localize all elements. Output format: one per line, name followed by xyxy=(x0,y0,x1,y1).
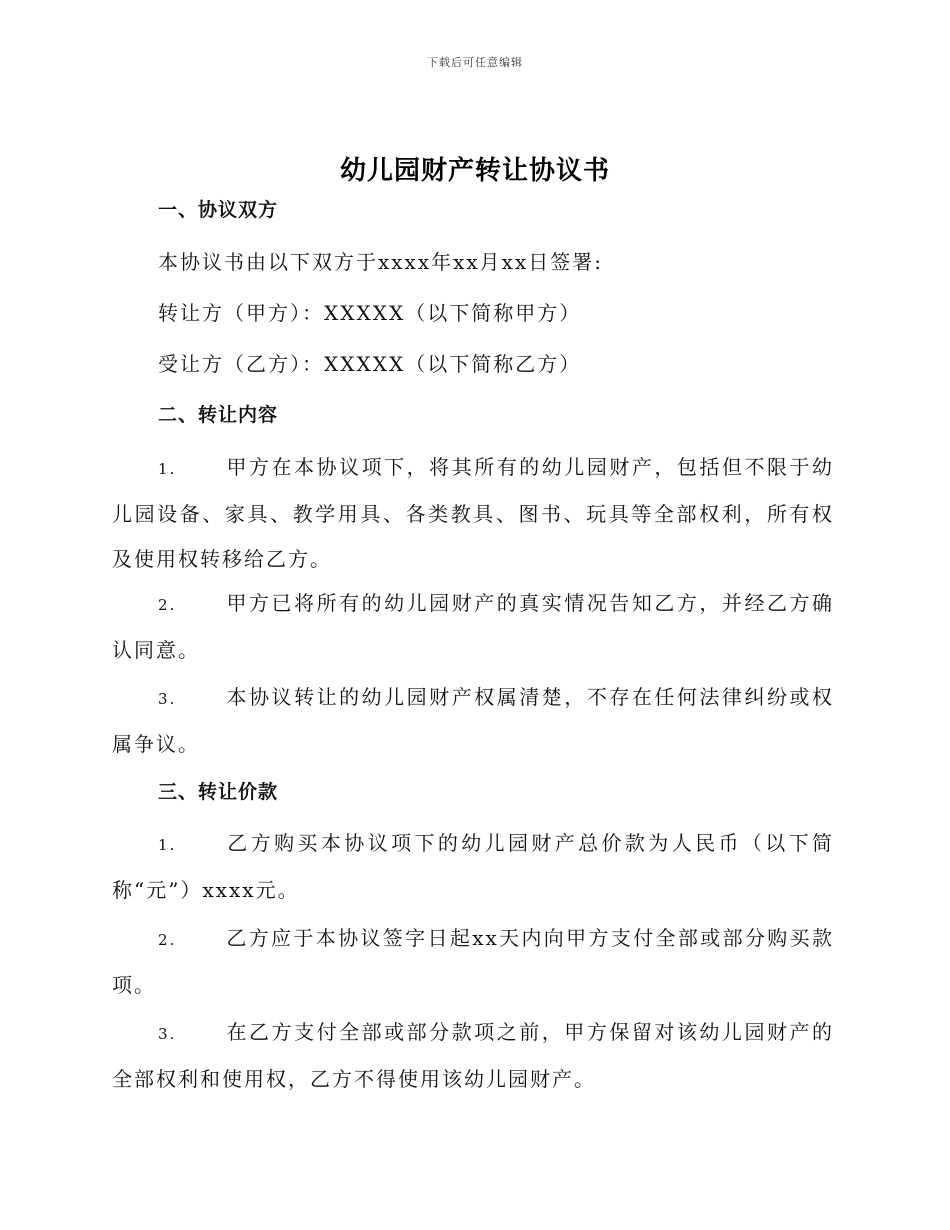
document-title: 幼儿园财产转让协议书 xyxy=(339,156,610,186)
item-number: 2. xyxy=(158,931,177,949)
transferee-text: 受让方（乙方）：XXXXX（以下简称乙方） xyxy=(158,352,582,376)
item-text: 甲方在本协议项下，将其所有的幼儿园财产，包括但不限于幼儿园设备、家具、教学用具、各类教具、图书、玩具等全部权利，所有权及使用权转移给乙方。 xyxy=(112,455,834,571)
list-item xyxy=(112,821,834,913)
header-note: 下载后可任意编辑 xyxy=(427,56,523,69)
item-number: 1. xyxy=(158,836,177,854)
item-text: 甲方已将所有的幼儿园财产的真实情况告知乙方，并经乙方确认同意。 xyxy=(112,591,834,662)
item-number: 2. xyxy=(158,596,177,614)
section-price xyxy=(112,770,834,815)
item-text: 在乙方支付全部或部分款项之前，甲方保留对该幼儿园财产的全部权利和使用权，乙方不得使用该幼儿园财产。 xyxy=(112,1020,834,1091)
item-text: 本协议转让的幼儿园财产权属清楚，不存在任何法律纠纷或权属争议。 xyxy=(112,685,834,756)
item-number: 1. xyxy=(158,460,177,478)
section-heading: 二、转让内容 xyxy=(158,404,279,426)
paragraph xyxy=(112,291,834,336)
section-heading: 三、转让价款 xyxy=(158,781,279,803)
section-heading: 一、协议双方 xyxy=(158,199,279,221)
paragraph xyxy=(112,240,834,285)
section-content xyxy=(112,393,834,438)
section-parties xyxy=(112,188,834,233)
item-number: 3. xyxy=(158,690,177,708)
transferor-text: 转让方（甲方）：XXXXX（以下简称甲方） xyxy=(158,301,582,325)
list-item xyxy=(112,581,834,673)
list-item xyxy=(112,445,834,582)
list-item xyxy=(112,1010,834,1102)
item-text: 乙方购买本协议项下的幼儿园财产总价款为人民币（以下简称“元”）xxxx元。 xyxy=(112,831,834,902)
list-item xyxy=(112,916,834,1008)
item-number: 3. xyxy=(158,1025,177,1043)
signing-date-text: 本协议书由以下双方于xxxx年xx月xx日签署: xyxy=(158,250,603,274)
list-item xyxy=(112,675,834,767)
item-text: 乙方应于本协议签字日起xx天内向甲方支付全部或部分购买款项。 xyxy=(112,926,834,997)
paragraph xyxy=(112,342,834,387)
